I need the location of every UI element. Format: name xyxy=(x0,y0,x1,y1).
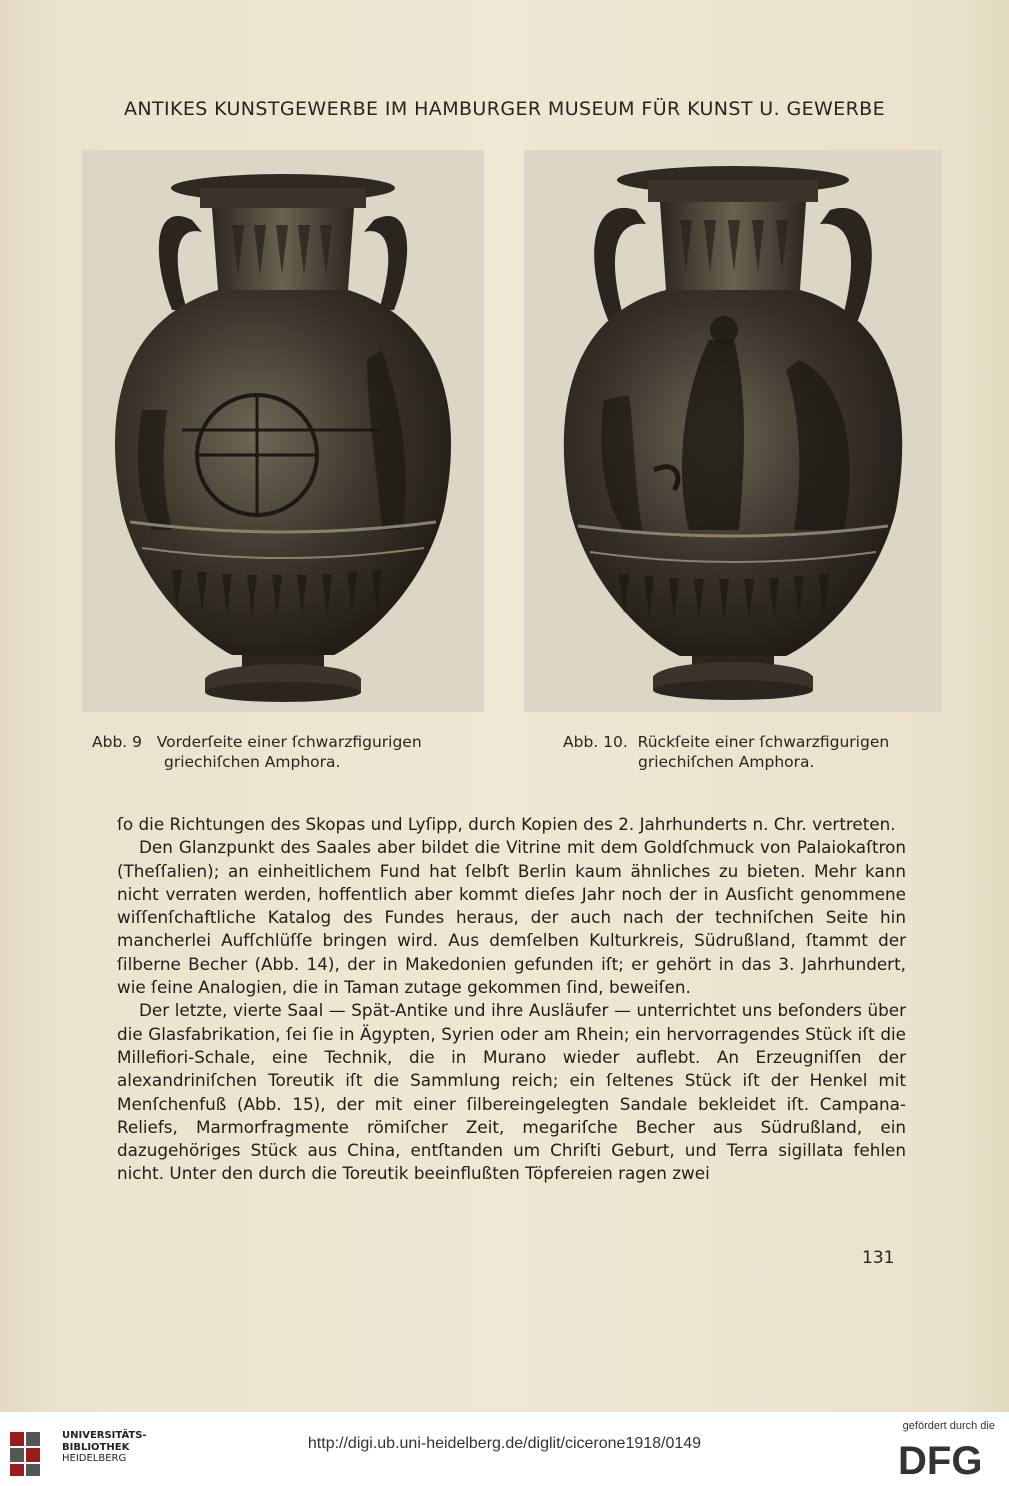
running-head: ANTIKES KUNSTGEWERBE IM HAMBURGER MUSEUM FÜR KUNST U. GEWERBE xyxy=(123,98,886,120)
page-number: 131 xyxy=(862,1248,895,1268)
figure-label: Abb. 10. xyxy=(563,733,628,751)
caption-text: Rückſeite einer ſchwarzfigurigen xyxy=(637,733,890,751)
caption-text: griechiſchen Amphora. xyxy=(638,753,815,771)
dfg-logo[interactable] xyxy=(898,1438,996,1480)
amphora-back-photo xyxy=(524,150,942,712)
dfg-logo-text: DFG xyxy=(898,1439,983,1480)
figure-amphora-back xyxy=(524,150,942,712)
caption-figure-9 xyxy=(92,732,472,772)
library-name-line: HEIDELBERG xyxy=(62,1453,127,1464)
paragraph: ſo die Richtungen des Skopas und Lyſipp, durch Kopien des 2. Jahrhunderts n. Chr. vertreten. xyxy=(117,814,896,834)
library-name-line: BIBLIOTHEK xyxy=(62,1441,130,1453)
caption-figure-10 xyxy=(563,732,943,772)
caption-text: Vorderſeite einer ſchwarzfigurigen xyxy=(156,733,422,751)
figure-label: Abb. 9 xyxy=(92,733,142,751)
body-text xyxy=(117,813,906,1186)
library-name-line: UNIVERSITÄTS- xyxy=(62,1430,147,1441)
funding-note: gefördert durch die xyxy=(902,1420,995,1432)
paragraph: Der letzte, vierte Saal — Spät-Antike und ihre Ausläufer — unterrichtet uns beſonders über die Glasfabrikation, ſei ſie in Ägypten, Syrien oder am Rhein; ein hervorragendes Stück iſt die Millefiori-Schale, eine Technik, die in Murano wieder auflebt. An Erzeugniſſen der alexandriniſchen Toreutik iſt die Sammlung reich; ein ſeltenes Stück iſt der Henkel mit Menſchenfuß (Abb. 15), der mit einer ſilbereingelegten Sandale bekleidet iſt. Campana-Reliefs, Marmorfragmente römiſcher Zeit, megariſche Becher aus Südrußland, ein dazugehöriges Stück aus China, entſtanden um Chriſti Geburt, und Terra sigillata fehlen nicht. Unter den durch die Toreutik beeinflußten Töpfereien ragen zwei xyxy=(117,1000,906,1184)
figure-amphora-front xyxy=(82,150,484,712)
amphora-front-photo xyxy=(82,150,484,712)
viewer-footer xyxy=(0,1412,1009,1486)
caption-text: griechiſchen Amphora. xyxy=(164,753,341,771)
paragraph: Den Glanzpunkt des Saales aber bildet die Vitrine mit dem Goldſchmuck von Palaiokaſtron (Theſſalien); an einheitlichem Fund hat ſelbſt Berlin kaum ähnliches zu bieten. Mehr kann nicht verraten werden, hoffentlich aber kommt dieſes Jahr noch der in Ausſicht genommene wiſſenſchaftliche Katalog des Fundes heraus, der auch nach der techniſchen Seite hin mancherlei Aufſchlüſſe bringen wird. Aus demſelben Kulturkreis, Südrußland, ſtammt der ſilberne Becher (Abb. 14), der in Makedonien gefunden iſt; er gehört in das 3. Jahrhundert, wie ſeine Analogien, die in Taman zutage gekommen ſind, beweiſen. xyxy=(117,837,906,998)
permalink-url[interactable]: http://digi.ub.uni-heidelberg.de/diglit/cicerone1918/0149 xyxy=(307,1435,702,1452)
